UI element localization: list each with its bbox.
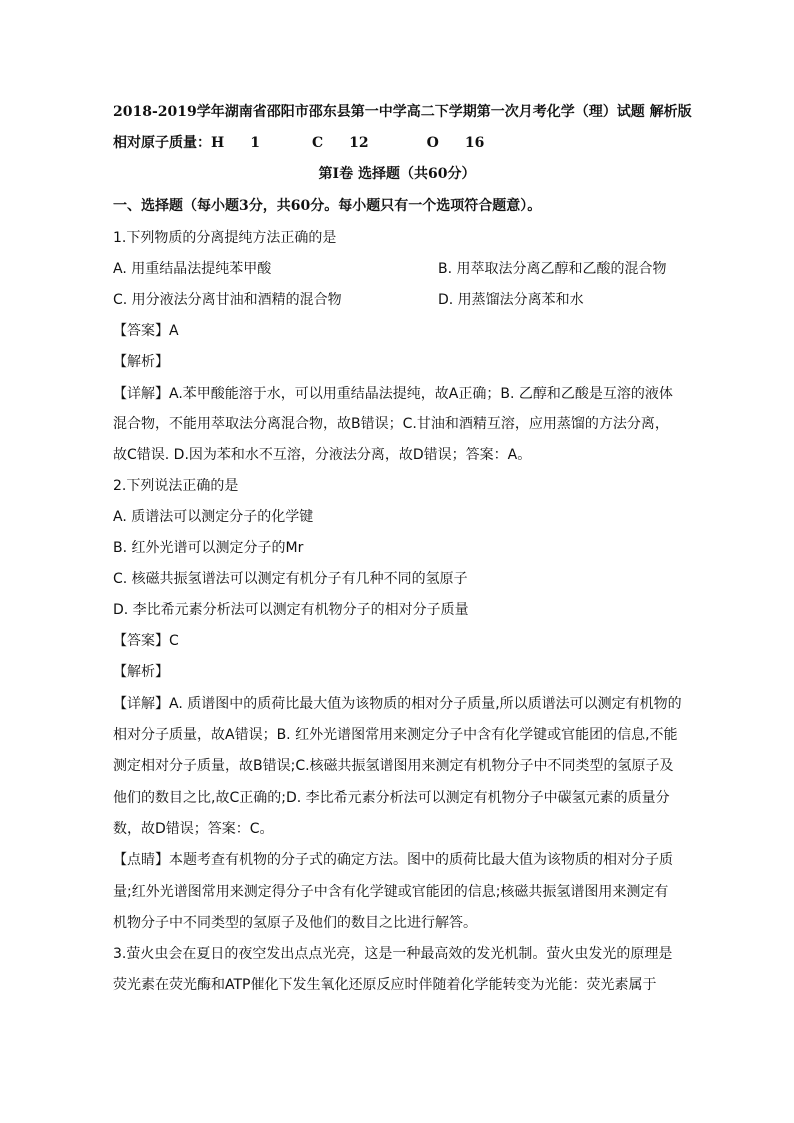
element-o: O bbox=[426, 135, 439, 151]
q2-detail-line: 数，故D错误；答案：C。 bbox=[113, 821, 274, 837]
document-title: 2018-2019学年湖南省邵阳市邵东县第一中学高二下学期第一次月考化学（理）试题 解析版 bbox=[113, 104, 692, 120]
q2-detail-line: 【详解】A. 质谱图中的质荷比最大值为该物质的相对分子质量,所以质谱法可以测定有机物的 bbox=[113, 696, 682, 712]
q2-stem: 2.下列说法正确的是 bbox=[113, 478, 239, 494]
part-title: 一、选择题（每小题3分，共60分。每小题只有一个选项符合题意）。 bbox=[113, 198, 542, 214]
q2-option-c: C. 核磁共振氢谱法可以测定有机分子有几种不同的氢原子 bbox=[113, 571, 468, 587]
q3-stem-line: 荧光素在荧光酶和ATP催化下发生氧化还原反应时伴随着化学能转变为光能：荧光素属于 bbox=[113, 977, 657, 993]
q1-answer: 【答案】A bbox=[113, 323, 179, 339]
q2-detail-line: 他们的数目之比,故C正确的;D. 李比希元素分析法可以测定有机物分子中碳氢元素的质量分 bbox=[113, 790, 670, 806]
atomic-mass-label: 相对原子质量： bbox=[113, 135, 211, 151]
q2-key-point-line: 【点睛】本题考查有机物的分子式的确定方法。图中的质荷比最大值为该物质的相对分子质 bbox=[113, 852, 673, 868]
q1-option-b: B. 用萃取法分离乙醇和乙酸的混合物 bbox=[438, 261, 667, 277]
q2-detail-line: 测定相对分子质量，故B错误;C.核磁共振氢谱图用来测定有机物分子中不同类型的氢原子及 bbox=[113, 758, 674, 774]
q1-detail-line: 故C错误. D.因为苯和水不互溶，分液法分离，故D错误；答案：A。 bbox=[113, 447, 532, 463]
q1-detail-line: 混合物，不能用萃取法分离混合物，故B错误；C.甘油和酒精互溶，应用蒸馏的方法分离， bbox=[113, 416, 669, 432]
q1-option-c: C. 用分液法分离甘油和酒精的混合物 bbox=[113, 292, 342, 308]
section-title: 第Ⅰ卷 选择题（共60分） bbox=[318, 166, 476, 182]
q1-detail-line: 【详解】A.苯甲酸能溶于水，可以用重结晶法提纯，故A正确；B. 乙醇和乙酸是互溶的液体 bbox=[113, 386, 673, 402]
q2-detail-line: 相对分子质量，故A错误；B. 红外光谱图常用来测定分子中含有化学键或官能团的信息,不能 bbox=[113, 727, 678, 743]
q1-option-a: A. 用重结晶法提纯苯甲酸 bbox=[113, 261, 272, 277]
mass-c: 12 bbox=[349, 135, 369, 151]
q1-stem: 1.下列物质的分离提纯方法正确的是 bbox=[113, 230, 337, 246]
q2-option-b: B. 红外光谱可以测定分子的Mr bbox=[113, 540, 304, 556]
q3-stem-line: 3.萤火虫会在夏日的夜空发出点点光亮，这是一种最高效的发光机制。萤火虫发光的原理是 bbox=[113, 946, 673, 962]
mass-h: 1 bbox=[250, 135, 260, 151]
q2-analysis-heading: 【解析】 bbox=[113, 664, 169, 680]
atomic-mass-row bbox=[113, 133, 484, 153]
q2-key-point-line: 量;红外光谱图常用来测定得分子中含有化学键或官能团的信息;核磁共振氢谱图用来测定有 bbox=[113, 884, 669, 900]
q1-analysis-heading: 【解析】 bbox=[113, 354, 169, 370]
q1-option-d: D. 用蒸馏法分离苯和水 bbox=[438, 292, 584, 308]
element-h: H bbox=[211, 135, 225, 151]
q2-answer: 【答案】C bbox=[113, 633, 179, 649]
q2-option-a: A. 质谱法可以测定分子的化学键 bbox=[113, 509, 314, 525]
q2-key-point-line: 机物分子中不同类型的氢原子及他们的数目之比进行解答。 bbox=[113, 915, 477, 931]
mass-o: 16 bbox=[464, 135, 485, 151]
element-c: C bbox=[311, 135, 324, 151]
q2-option-d: D. 李比希元素分析法可以测定有机物分子的相对分子质量 bbox=[113, 602, 469, 618]
